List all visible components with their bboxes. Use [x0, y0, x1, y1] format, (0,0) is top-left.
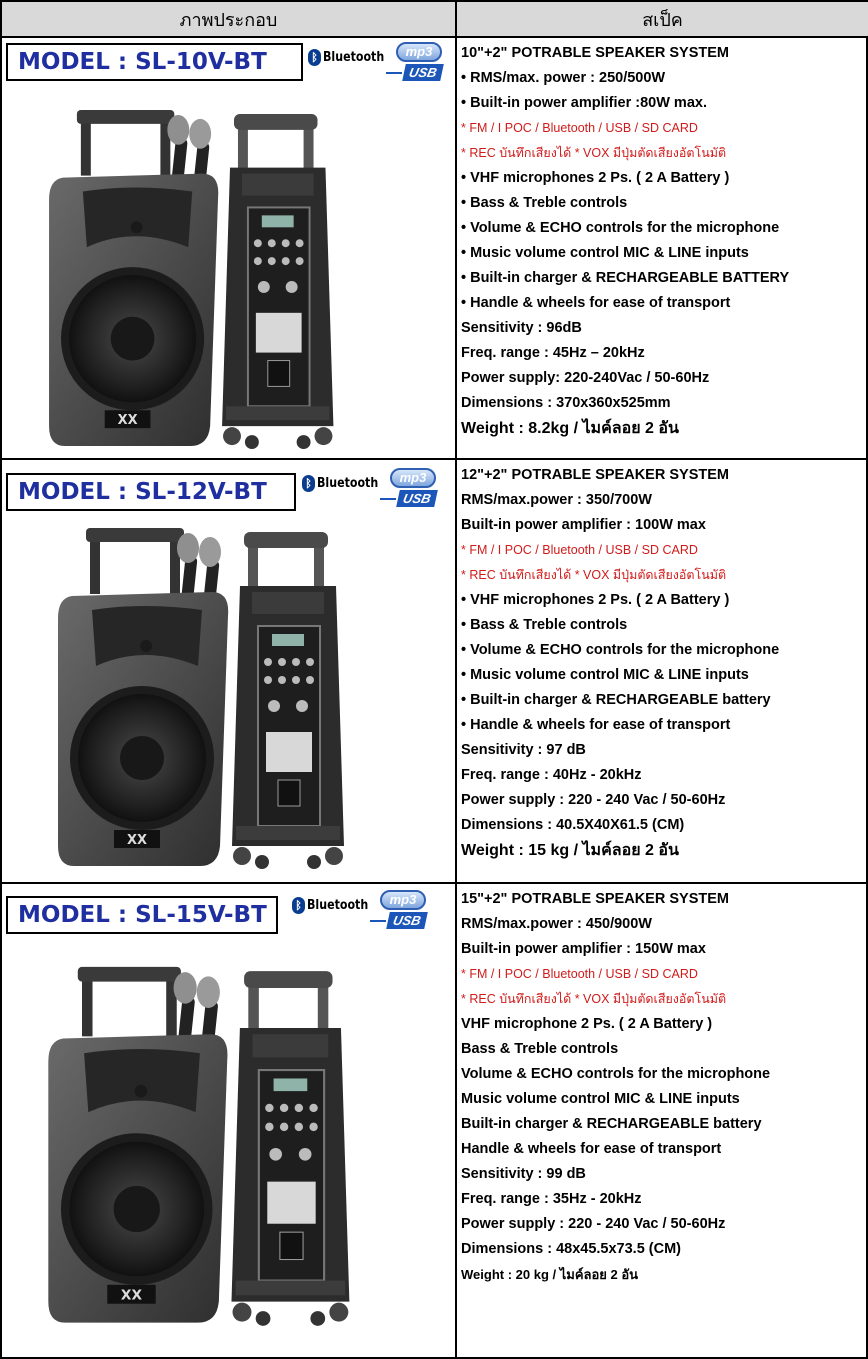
spec-line: Weight : 20 kg / ไมค์ลอย 2 อัน [461, 1267, 639, 1282]
spec-line: • Built-in power amplifier :80W max. [461, 95, 707, 111]
product-row [2, 460, 866, 884]
mp3-icon: mp3 [396, 42, 442, 62]
spec-line: • VHF microphones 2 Ps. ( 2 A Battery ) [461, 592, 730, 608]
bluetooth-badge [302, 475, 389, 492]
spec-line: Freq. range : 45Hz – 20kHz [461, 345, 645, 361]
bluetooth-badge [308, 49, 395, 66]
spec-line: Freq. range : 40Hz - 20kHz [461, 767, 642, 783]
model-label: MODEL : SL-12V-BT [6, 473, 296, 511]
product-illustration-cell [2, 884, 457, 1359]
spec-line: * FM / I POC / Bluetooth / USB / SD CARD [461, 121, 698, 135]
product-row [2, 38, 866, 460]
usb-icon: USB [402, 64, 444, 81]
spec-line: 10"+2" POTRABLE SPEAKER SYSTEM [461, 45, 729, 61]
bluetooth-label: Bluetooth [317, 476, 379, 491]
spec-line: Sensitivity : 99 dB [461, 1166, 586, 1182]
usb-icon: USB [386, 912, 428, 929]
spec-line: • Volume & ECHO controls for the microphone [461, 642, 780, 658]
spec-line: Freq. range : 35Hz - 20kHz [461, 1191, 642, 1207]
spec-line: * FM / I POC / Bluetooth / USB / SD CARD [461, 967, 698, 981]
svg-text:XX: XX [126, 833, 148, 848]
spec-line: * FM / I POC / Bluetooth / USB / SD CARD [461, 543, 698, 557]
spec-line: VHF microphone 2 Ps. ( 2 A Battery ) [461, 1016, 713, 1032]
spec-line: 15"+2" POTRABLE SPEAKER SYSTEM [461, 891, 729, 907]
spec-line: Music volume control MIC & LINE inputs [461, 1091, 740, 1107]
bluetooth-label: Bluetooth [307, 898, 369, 913]
spec-line: Power supply : 220 - 240 Vac / 50-60Hz [461, 792, 726, 808]
spec-line: Weight : 15 kg / ไมค์ลอย 2 อัน [461, 842, 679, 859]
spec-line: • Built-in charger & RECHARGEABLE BATTERY [461, 270, 790, 286]
spec-line: RMS/max.power : 450/900W [461, 916, 652, 932]
spec-line: Power supply: 220-240Vac / 50-60Hz [461, 370, 710, 386]
bluetooth-icon: ᛒ [292, 897, 305, 914]
spec-line: Sensitivity : 97 dB [461, 742, 586, 758]
model-label: MODEL : SL-15V-BT [6, 896, 278, 934]
spec-cell [459, 460, 866, 882]
spec-line: 12"+2" POTRABLE SPEAKER SYSTEM [461, 467, 729, 483]
spec-line: • Bass & Treble controls [461, 617, 628, 633]
usb-icon: USB [396, 490, 438, 507]
header-illustration: ภาพประกอบ [2, 2, 457, 38]
usb-connector-icon [370, 920, 386, 922]
bluetooth-icon: ᛒ [308, 49, 321, 66]
spec-line: * REC บันทึกเสียงได้ * VOX มีปุ่มตัดเสียงอัตโนมัติ [461, 146, 727, 160]
model-label: MODEL : SL-10V-BT [6, 43, 303, 81]
header-specs: สเป็ค [457, 2, 868, 38]
spec-line: • Volume & ECHO controls for the microphone [461, 220, 780, 236]
spec-line: Sensitivity : 96dB [461, 320, 582, 336]
bluetooth-badge [292, 897, 379, 914]
speaker-product-image [42, 108, 422, 456]
bluetooth-label: Bluetooth [323, 50, 385, 65]
spec-line: • Music volume control MIC & LINE inputs [461, 667, 749, 683]
spec-line: Built-in power amplifier : 150W max [461, 941, 706, 957]
speaker-product-image [52, 522, 432, 880]
spec-line: Built-in power amplifier : 100W max [461, 517, 706, 533]
spec-cell [459, 884, 866, 1359]
spec-line: Bass & Treble controls [461, 1041, 619, 1057]
spec-line: Dimensions : 48x45.5x73.5 (CM) [461, 1241, 682, 1257]
spec-cell [459, 38, 866, 458]
svg-text:XX: XX [120, 1287, 143, 1304]
product-row [2, 884, 866, 1359]
usb-connector-icon [380, 498, 396, 500]
mp3-icon: mp3 [390, 468, 436, 488]
spec-line: Weight : 8.2kg / ไมค์ลอย 2 อัน [461, 420, 679, 437]
spec-line: • VHF microphones 2 Ps. ( 2 A Battery ) [461, 170, 730, 186]
spec-line: * REC บันทึกเสียงได้ * VOX มีปุ่มตัดเสียงอัตโนมัติ [461, 568, 727, 582]
spec-line: • Music volume control MIC & LINE inputs [461, 245, 749, 261]
mp3-icon: mp3 [380, 890, 426, 910]
spec-line: • Built-in charger & RECHARGEABLE battery [461, 692, 771, 708]
speaker-product-image [42, 944, 442, 1354]
spec-line: • Handle & wheels for ease of transport [461, 717, 731, 733]
spec-line: Handle & wheels for ease of transport [461, 1141, 722, 1157]
spec-line: • Handle & wheels for ease of transport [461, 295, 731, 311]
bluetooth-icon: ᛒ [302, 475, 315, 492]
spec-line: Volume & ECHO controls for the microphone [461, 1066, 771, 1082]
spec-line: Dimensions : 370x360x525mm [461, 395, 671, 411]
feature-logos [308, 42, 448, 92]
feature-logos [292, 890, 432, 940]
product-illustration-cell [2, 460, 457, 882]
usb-connector-icon [386, 72, 402, 74]
svg-text:XX: XX [117, 413, 138, 429]
spec-line: Power supply : 220 - 240 Vac / 50-60Hz [461, 1216, 726, 1232]
spec-line: RMS/max.power : 350/700W [461, 492, 652, 508]
spec-line: • RMS/max. power : 250/500W [461, 70, 666, 86]
feature-logos [302, 468, 442, 518]
spec-line: Dimensions : 40.5X40X61.5 (CM) [461, 817, 685, 833]
spec-line: • Bass & Treble controls [461, 195, 628, 211]
spec-line: * REC บันทึกเสียงได้ * VOX มีปุ่มตัดเสียงอัตโนมัติ [461, 992, 727, 1006]
product-illustration-cell [2, 38, 457, 458]
spec-line: Built-in charger & RECHARGEABLE battery [461, 1116, 762, 1132]
